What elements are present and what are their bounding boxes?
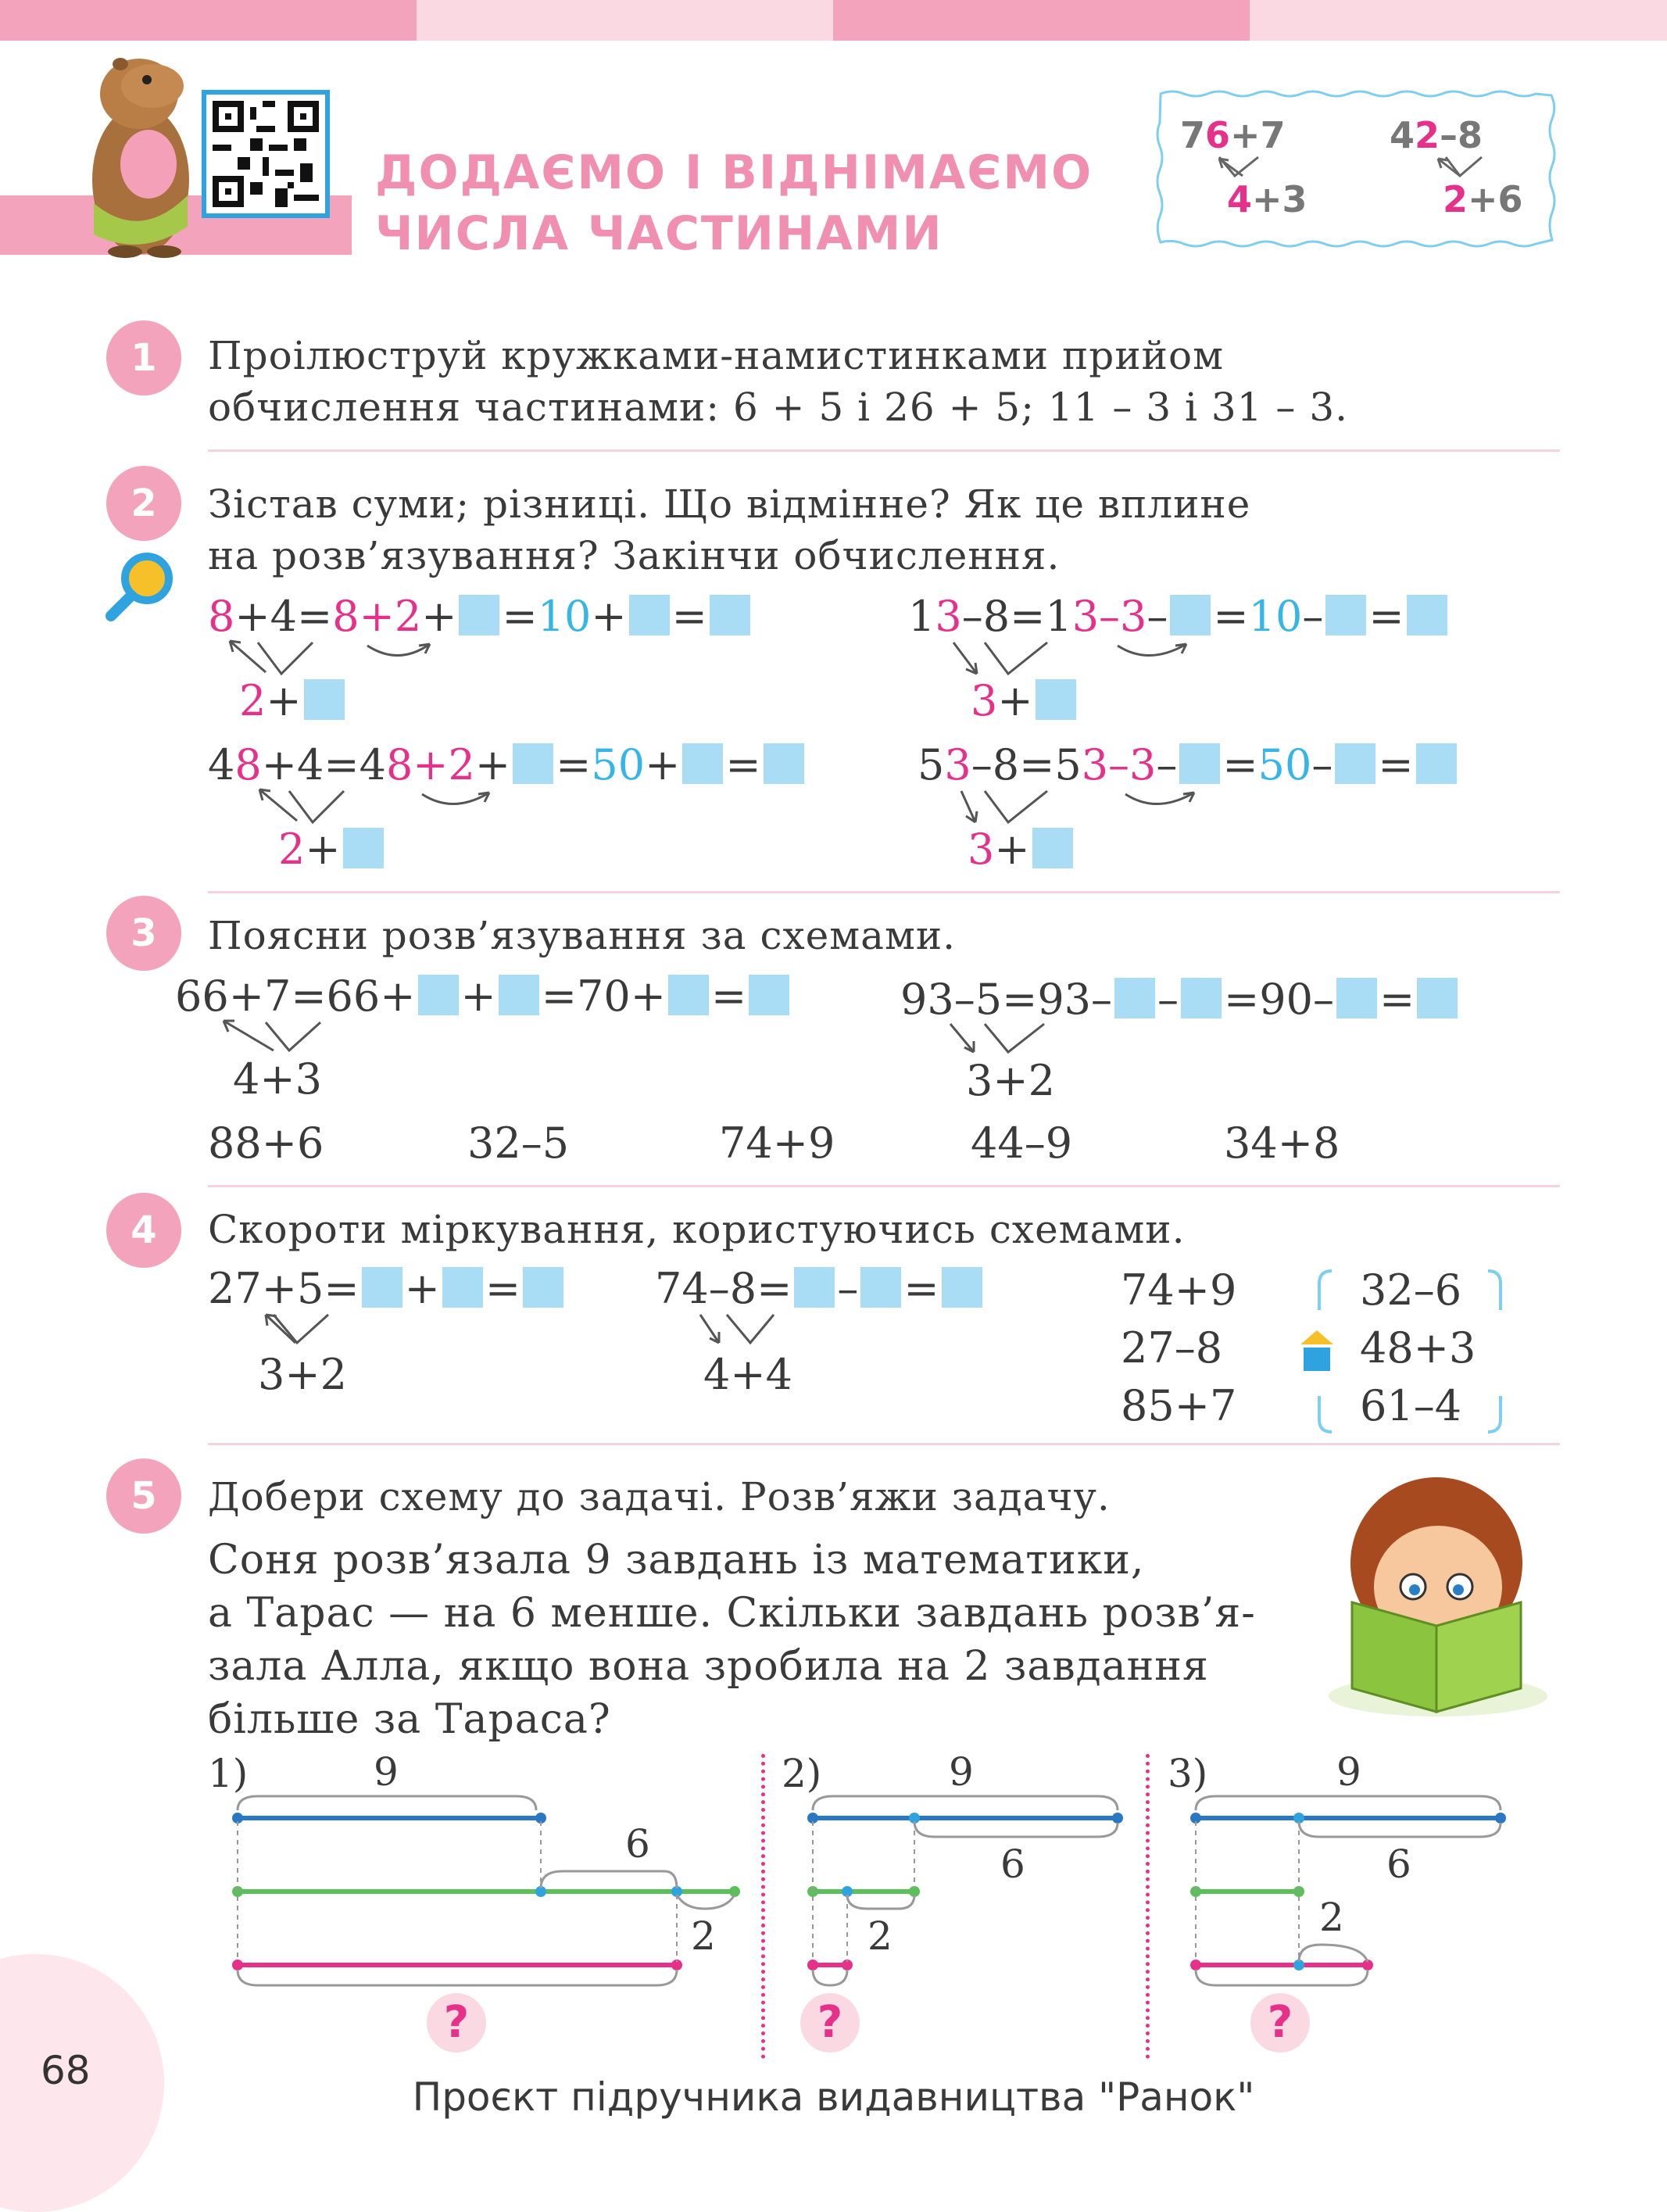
- answer-box[interactable]: [1416, 743, 1457, 784]
- task-4-col1-item3: 85+7: [1121, 1381, 1237, 1430]
- r1r-s1: 3: [971, 676, 998, 725]
- page-title: [375, 142, 1093, 264]
- r1r-a: 3: [935, 592, 962, 641]
- r2l-a0: 4: [208, 740, 235, 789]
- answer-box[interactable]: [942, 1267, 982, 1308]
- diagram-3-top-value: 9: [1336, 1749, 1361, 1795]
- separator-3: [208, 1185, 1560, 1187]
- t4l-c: =: [485, 1264, 521, 1313]
- t4m-b: –: [837, 1264, 859, 1313]
- t3l-b: +: [460, 972, 496, 1021]
- task-2-number: 2: [106, 466, 181, 541]
- r2r-f: 50: [1257, 740, 1312, 789]
- r1l-a: 8: [208, 592, 235, 641]
- r2r-h: =: [1378, 740, 1414, 789]
- r1r-b: –8=1: [961, 592, 1072, 641]
- task-2-row1-left-arrows: [219, 635, 469, 682]
- diagram-3: [1180, 1790, 1524, 1993]
- task-1-line1: Проілюструй кружками-намистинками прийом: [208, 333, 1224, 378]
- qr-code[interactable]: [202, 90, 330, 218]
- diagram-2-low-value: 2: [867, 1913, 893, 1959]
- t3r-c: =90–: [1224, 975, 1334, 1024]
- r2l-g: +: [645, 740, 681, 789]
- example-2-rest: –8: [1440, 114, 1483, 156]
- task-1-line2: обчислення частинами: 6 + 5 і 26 + 5; 11 – 3 і 31 – 3.: [208, 385, 1349, 430]
- t3l-d: =: [711, 972, 747, 1021]
- example-2-highlight: 2: [1415, 114, 1440, 156]
- r2l-d: +: [474, 740, 511, 789]
- answer-box[interactable]: [418, 975, 459, 1015]
- answer-box[interactable]: [794, 1267, 835, 1308]
- r2l-b: +4=4: [261, 740, 386, 789]
- diagram-1-label: 1): [208, 1751, 249, 1796]
- r1l-g: +: [591, 592, 627, 641]
- answer-box[interactable]: [710, 595, 750, 635]
- answer-box[interactable]: [459, 595, 499, 635]
- problem-line-1: Соня розв’язала 9 завдань із математики,: [208, 1537, 1145, 1584]
- answer-box[interactable]: [499, 975, 539, 1015]
- example-1-split-a: 4: [1227, 178, 1253, 220]
- task-4-col2-item1: 32–6: [1360, 1265, 1462, 1315]
- task-3-number: 3: [106, 896, 181, 971]
- diagram-2-label: 2): [782, 1751, 822, 1796]
- separator-1: [208, 449, 1560, 452]
- r1r-h: =: [1368, 592, 1404, 641]
- example-1-highlight: 6: [1205, 114, 1231, 156]
- top-band-1: [0, 0, 417, 41]
- r1r-g: –: [1302, 592, 1324, 641]
- answer-box[interactable]: [1335, 743, 1375, 784]
- task-2-line2: на розв’язування? Закінчи обчислення.: [208, 533, 1061, 578]
- diagram-1-low-value: 2: [691, 1913, 716, 1959]
- example-2-split-b: +6: [1468, 178, 1523, 220]
- task-3-exercise-1: 88+6: [208, 1119, 324, 1168]
- t4m-a: 74–8=: [655, 1264, 792, 1313]
- r2l-s1: 2: [278, 825, 306, 874]
- task-3-text: Поясни розв’язування за схемами.: [208, 913, 957, 958]
- t3l-c: =70+: [541, 972, 666, 1021]
- task-4-col2-item3: 61–4: [1360, 1381, 1462, 1430]
- answer-box[interactable]: [513, 743, 553, 784]
- top-band-3: [833, 0, 1250, 41]
- example-2-digit: 4: [1390, 114, 1415, 156]
- diagram-2-question-mark: ?: [817, 1997, 843, 2048]
- t4m-c: =: [903, 1264, 939, 1313]
- dotted-separator-2: [1146, 1754, 1150, 2059]
- task-2-row1-right-arrows: [938, 635, 1219, 682]
- boy-reading-illustration-icon: [1321, 1469, 1547, 1720]
- answer-box[interactable]: [523, 1267, 563, 1308]
- r1l-s2: +: [266, 676, 302, 725]
- t3l-a: 66+7=66+: [175, 972, 416, 1021]
- answer-box[interactable]: [343, 828, 384, 868]
- r2r-s1: 3: [968, 825, 995, 874]
- diagram-3-question-mark: ?: [1267, 1997, 1293, 2048]
- diagram-1-mid-value: 6: [625, 1821, 650, 1867]
- task-1-number: 1: [106, 320, 181, 396]
- r2r-e: =: [1222, 740, 1258, 789]
- task-3-exercise-2: 32–5: [467, 1119, 570, 1168]
- r2l-h: =: [725, 740, 761, 789]
- r2l-f: 50: [591, 740, 646, 789]
- example-2: [1390, 114, 1483, 156]
- diagram-3-label: 3): [1168, 1751, 1208, 1796]
- t3r-d: =: [1379, 975, 1415, 1024]
- answer-box[interactable]: [749, 975, 789, 1015]
- diagram-1-question-mark: ?: [443, 1997, 470, 2048]
- answer-box[interactable]: [1181, 978, 1222, 1018]
- task-5-text: Добери схему до задачі. Розв’яжи задачу.: [208, 1474, 1111, 1519]
- task-3-right-split: 3+2: [966, 1056, 1055, 1105]
- t3r-b: –: [1157, 975, 1179, 1024]
- task-2-line1: Зістав суми; різниці. Що відмінне? Як це вплине: [208, 481, 1251, 527]
- top-band-2: [417, 0, 833, 41]
- r2l-a: 8: [234, 740, 262, 789]
- footer-publisher: Проєкт підручника видавництва "Ранок": [412, 2074, 1255, 2120]
- task-2-row2-left-split: [278, 822, 386, 877]
- answer-box[interactable]: [1032, 828, 1073, 868]
- task-4-mid-split: 4+4: [703, 1350, 792, 1399]
- example-1-rest: +7: [1230, 114, 1286, 156]
- task-2-row1-left-split: [239, 674, 347, 728]
- problem-line-4: більше за Тараса?: [208, 1696, 611, 1743]
- qr-pattern-icon: [213, 101, 319, 207]
- task-4-text: Скороти міркування, користуючись схемами.: [208, 1207, 1186, 1252]
- r2r-d: –: [1156, 740, 1178, 789]
- r1l-c: 8+2: [332, 592, 422, 641]
- r1r-s2: +: [997, 676, 1033, 725]
- task-2-row2-right-arrows: [938, 783, 1235, 830]
- r2r-a: 3: [944, 740, 971, 789]
- diagram-3-low-value: 2: [1319, 1895, 1344, 1940]
- problem-line-2: а Тарас — на 6 менше. Скільки завдань розв’я-: [208, 1590, 1256, 1637]
- r2l-c: 8+2: [385, 740, 475, 789]
- answer-box[interactable]: [1170, 595, 1211, 635]
- answer-box[interactable]: [764, 743, 804, 784]
- answer-box[interactable]: [1407, 595, 1447, 635]
- problem-line-3: зала Алла, якщо вона зробила на 2 завдання: [208, 1643, 1209, 1690]
- task-3-exercise-4: 44–9: [971, 1119, 1073, 1168]
- example-2-split: [1443, 178, 1523, 220]
- r1l-h: =: [671, 592, 707, 641]
- answer-box[interactable]: [1179, 743, 1220, 784]
- r1l-f: 10: [537, 592, 592, 641]
- task-3-exercise-3: 74+9: [719, 1119, 835, 1168]
- page-title-line1: ДОДАЄМО І ВІДНІМАЄМО: [375, 145, 1093, 200]
- task-4-number: 4: [106, 1193, 181, 1268]
- task-3-exercise-5: 34+8: [1224, 1119, 1340, 1168]
- answer-box[interactable]: [860, 1267, 901, 1308]
- example-2-split-a: 2: [1443, 178, 1468, 220]
- r1r-c: 3–3: [1071, 592, 1147, 641]
- r1l-d: +: [421, 592, 457, 641]
- r1l-b: +4=: [234, 592, 333, 641]
- task-3-left-arrows: [211, 1015, 336, 1061]
- example-1-split: [1227, 178, 1307, 220]
- task-2-row2-left-arrows: [242, 783, 524, 830]
- capybara-mascot-icon: [78, 47, 203, 258]
- answer-box[interactable]: [442, 1267, 483, 1308]
- diagram-2: [797, 1790, 1141, 1993]
- magnifier-icon: [102, 547, 180, 625]
- task-4-col2-item2: 48+3: [1360, 1323, 1476, 1373]
- r1r-e: =: [1213, 592, 1249, 641]
- page-number: 68: [41, 2048, 91, 2093]
- answer-box[interactable]: [1417, 978, 1458, 1018]
- r1l-e: =: [502, 592, 538, 641]
- dotted-separator-1: [761, 1754, 765, 2059]
- r2l-s2: +: [305, 825, 341, 874]
- diagram-1-question: [427, 1993, 486, 2053]
- task-4-col1-item2: 27–8: [1121, 1323, 1223, 1373]
- diagram-3-mid-value: 6: [1386, 1842, 1411, 1887]
- answer-box[interactable]: [629, 595, 670, 635]
- r1r-f: 10: [1248, 592, 1303, 641]
- answer-box[interactable]: [1325, 595, 1366, 635]
- example-arrows: [1211, 152, 1540, 184]
- diagram-2-mid-value: 6: [1000, 1842, 1025, 1887]
- diagram-1-top-value: 9: [374, 1749, 399, 1795]
- separator-2: [208, 891, 1560, 893]
- diagram-2-question: [800, 1993, 860, 2053]
- t4l-b: +: [404, 1264, 440, 1313]
- task-4-left-split: 3+2: [258, 1350, 347, 1399]
- r2r-g: –: [1311, 740, 1333, 789]
- r2l-e: =: [556, 740, 592, 789]
- r1r-d: –: [1147, 592, 1168, 641]
- answer-box[interactable]: [362, 1267, 402, 1308]
- answer-box[interactable]: [1036, 679, 1076, 720]
- page-title-line2: ЧИСЛА ЧАСТИНАМИ: [375, 206, 943, 261]
- diagram-1: [227, 1790, 758, 1993]
- r1r-a0: 1: [908, 592, 935, 641]
- task-3-right-arrows: [938, 1016, 1063, 1063]
- separator-4: [208, 1443, 1560, 1445]
- diagram-3-question: [1250, 1993, 1310, 2053]
- task-5-number: 5: [106, 1459, 181, 1534]
- r2r-a0: 5: [918, 740, 945, 789]
- task-4-mid-arrows: [688, 1307, 797, 1354]
- answer-box[interactable]: [682, 743, 723, 784]
- answer-box[interactable]: [1114, 978, 1155, 1018]
- example-1-split-b: +3: [1252, 178, 1307, 220]
- top-band-4: [1250, 0, 1667, 41]
- task-4-left-arrows: [250, 1307, 360, 1354]
- task-4-col1-item1: 74+9: [1121, 1265, 1237, 1315]
- t4l-a: 27+5=: [208, 1264, 360, 1313]
- task-3-left-split: 4+3: [233, 1054, 322, 1104]
- r2r-s2: +: [994, 825, 1030, 874]
- answer-box[interactable]: [668, 975, 709, 1015]
- r2r-c: 3–3: [1081, 740, 1157, 789]
- diagram-2-top-value: 9: [949, 1749, 974, 1795]
- example-1: [1180, 114, 1286, 156]
- task-2-row2-right-split: [968, 822, 1075, 877]
- answer-box[interactable]: [1336, 978, 1377, 1018]
- task-2-row1-right-split: [971, 674, 1079, 728]
- example-1-digit: 7: [1180, 114, 1206, 156]
- r2r-b: –8=5: [971, 740, 1082, 789]
- r1l-s1: 2: [239, 676, 267, 725]
- answer-box[interactable]: [304, 679, 345, 720]
- t3r-a: 93–5=93–: [900, 975, 1113, 1024]
